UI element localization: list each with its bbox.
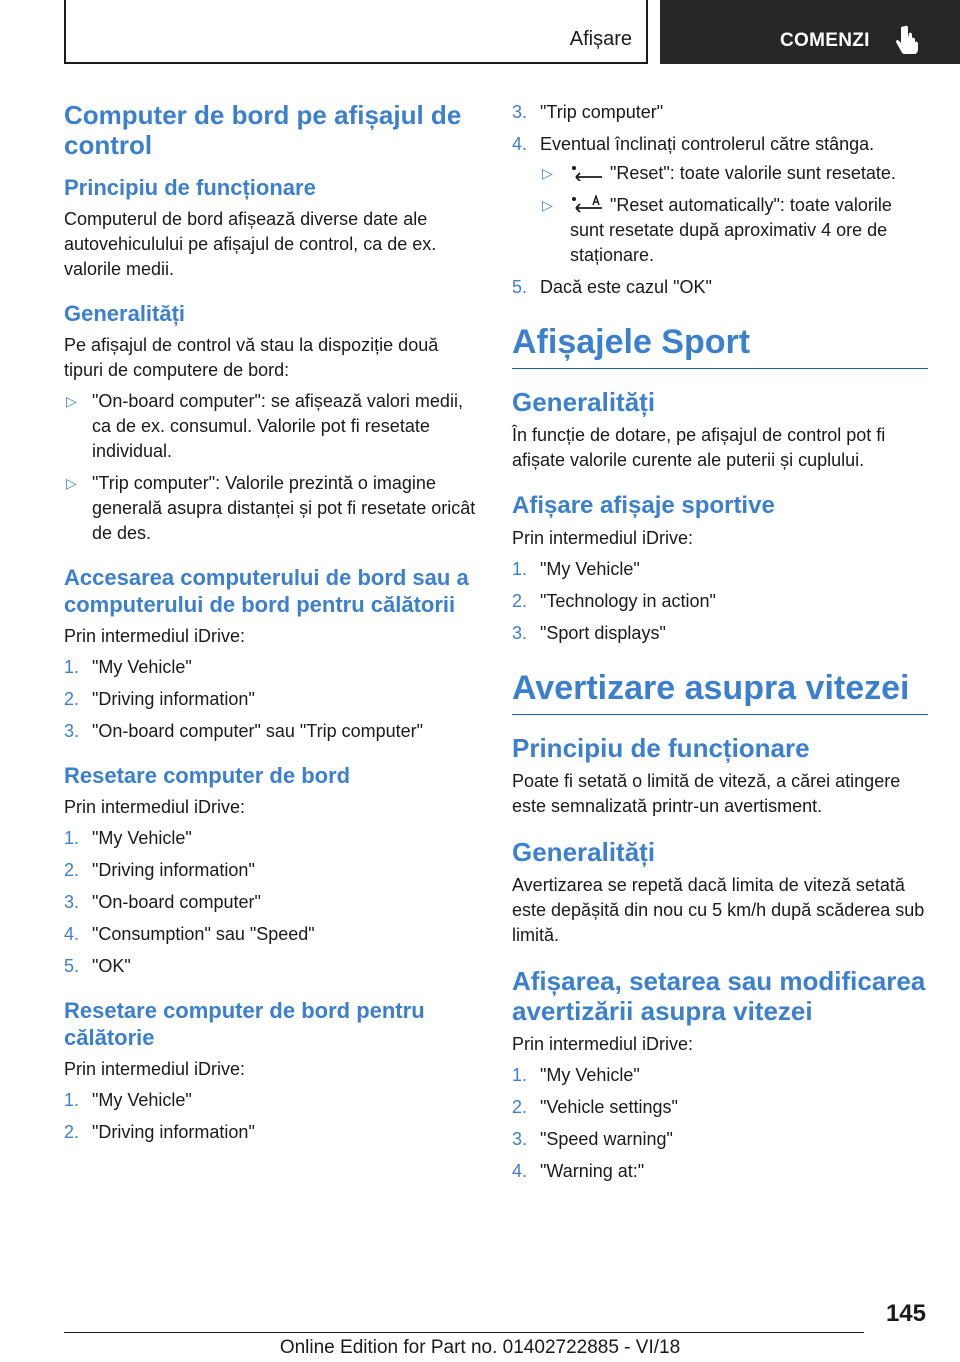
list-item: 1. "My Vehicle": [64, 828, 192, 848]
paragraph: Pe afișajul de control vă stau la dispoziție două tipuri de computere de bord:: [64, 335, 439, 380]
running-header-box: [64, 0, 648, 64]
chapter-heading: Afișajele Sport: [512, 320, 928, 369]
chapter-heading: Avertizare asupra vitezei: [512, 666, 928, 715]
list-item: 2. "Driving information": [64, 860, 255, 880]
list-item: ▷ "Trip computer": Valorile prezintă o imagine generală asupra distanței și pot fi resetate oricât de des.: [66, 473, 476, 543]
section-title: Afișare: [569, 28, 632, 50]
triangle-bullet-icon: ▷: [542, 165, 553, 181]
paragraph: Prin intermediul iDrive:: [512, 1034, 694, 1054]
subheading: Accesarea computerului de bord sau a computerului de bord pentru călătorii: [64, 565, 469, 617]
subheading: Resetare computer de bord: [64, 763, 351, 788]
list-item: 1. "My Vehicle": [64, 1090, 192, 1110]
step-list: [512, 557, 928, 646]
triangle-bullet-icon: ▷: [542, 197, 553, 213]
subheading: Generalități: [64, 301, 186, 326]
paragraph: Avertizarea se repetă dacă limita de viteză setată este depășită din nou cu 5 km/h după scăderea sub limită.: [512, 875, 925, 945]
list-item: ▷ "Reset automatically": toate valorile sunt resetate după aproximativ 4 ore de staționare.: [542, 195, 892, 265]
subheading: Generalități: [512, 387, 656, 417]
list-item: 2. "Driving information": [64, 1122, 255, 1142]
step-list: [64, 655, 482, 744]
subheading: Principiu de funcționare: [64, 175, 316, 200]
subheading: Afișare afișaje sportive: [512, 492, 775, 519]
subheading: Generalități: [512, 837, 656, 867]
list-item: 5. Dacă este cazul "OK": [512, 277, 712, 297]
step-list: [64, 1088, 482, 1145]
list-item: 4. "Consumption" sau "Speed": [64, 924, 315, 944]
footer-divider: [64, 1332, 864, 1333]
page-number: 145: [885, 1300, 926, 1327]
list-item: 2. "Driving information": [64, 689, 255, 709]
list-item: 1. "My Vehicle": [64, 657, 192, 677]
list-item: 2. "Technology in action": [512, 591, 716, 611]
paragraph: Computerul de bord afișează diverse date ale autovehiculului pe afișajul de control, ca de ex. valorile medii.: [64, 209, 437, 279]
step-list: [64, 826, 482, 979]
subheading: Resetare computer de bord pentru călătorie: [64, 998, 425, 1050]
list-item: 3. "On-board computer" sau "Trip computer": [64, 721, 424, 741]
step-list: [512, 1063, 928, 1184]
list-item: 1. "My Vehicle": [512, 559, 640, 579]
subheading: Principiu de funcționare: [512, 733, 810, 763]
paragraph: Poate fi setată o limită de viteză, a cărei atingere este semnalizată printr-un avertisment.: [512, 771, 901, 816]
hand-touch-icon: [894, 24, 922, 54]
right-column: [512, 100, 928, 1191]
left-column: [64, 100, 482, 1152]
list-item: ▷ "Reset": toate valorile sunt resetate.: [540, 161, 928, 186]
list-item: 3. "On-board computer": [64, 892, 261, 912]
list-item: 3. "Sport displays": [512, 623, 666, 643]
subheading: Afișarea, setarea sau modificarea avertizării asupra vitezei: [512, 966, 926, 1026]
paragraph: Prin intermediul iDrive:: [512, 528, 694, 548]
reset-automatically-icon: [570, 195, 604, 213]
list-item: 4. Eventual înclinați controlerul către stânga. ▷ "Reset": toate valorile sunt resetate. ▷ "Reset automatically": toate valorile sunt resetate după aproximativ 4 ore de staționare.: [512, 132, 928, 268]
list-item: 2. "Vehicle settings": [512, 1097, 678, 1117]
step-list: [512, 100, 928, 300]
list-item: 4. "Warning at:": [512, 1161, 645, 1181]
list-item: ▷ "On-board computer": se afișează valori medii, ca de ex. consumul. Valorile pot fi resetate individual.: [66, 391, 463, 461]
chapter-tab: [660, 0, 960, 64]
paragraph: Prin intermediul iDrive:: [64, 1059, 246, 1079]
paragraph: Prin intermediul iDrive:: [64, 797, 246, 817]
list-item: 3. "Trip computer": [512, 102, 664, 122]
section-heading: Computer de bord pe afișajul de control: [64, 100, 462, 160]
paragraph: În funcție de dotare, pe afișajul de control pot fi afișate valorile curente ale puterii și cuplului.: [512, 425, 886, 470]
chapter-title: COMENZI: [780, 30, 870, 51]
reset-icon: [570, 165, 604, 181]
list-item: 5. "OK": [64, 956, 131, 976]
bullet-list: [64, 389, 482, 546]
sub-bullet-list: [540, 161, 928, 268]
triangle-bullet-icon: ▷: [66, 475, 77, 491]
edition-note: Online Edition for Part no. 01402722885 - VI/18: [279, 1337, 681, 1358]
triangle-bullet-icon: ▷: [66, 393, 77, 409]
list-item: 3. "Speed warning": [512, 1129, 673, 1149]
list-item: 1. "My Vehicle": [512, 1065, 640, 1085]
paragraph: Prin intermediul iDrive:: [64, 626, 246, 646]
